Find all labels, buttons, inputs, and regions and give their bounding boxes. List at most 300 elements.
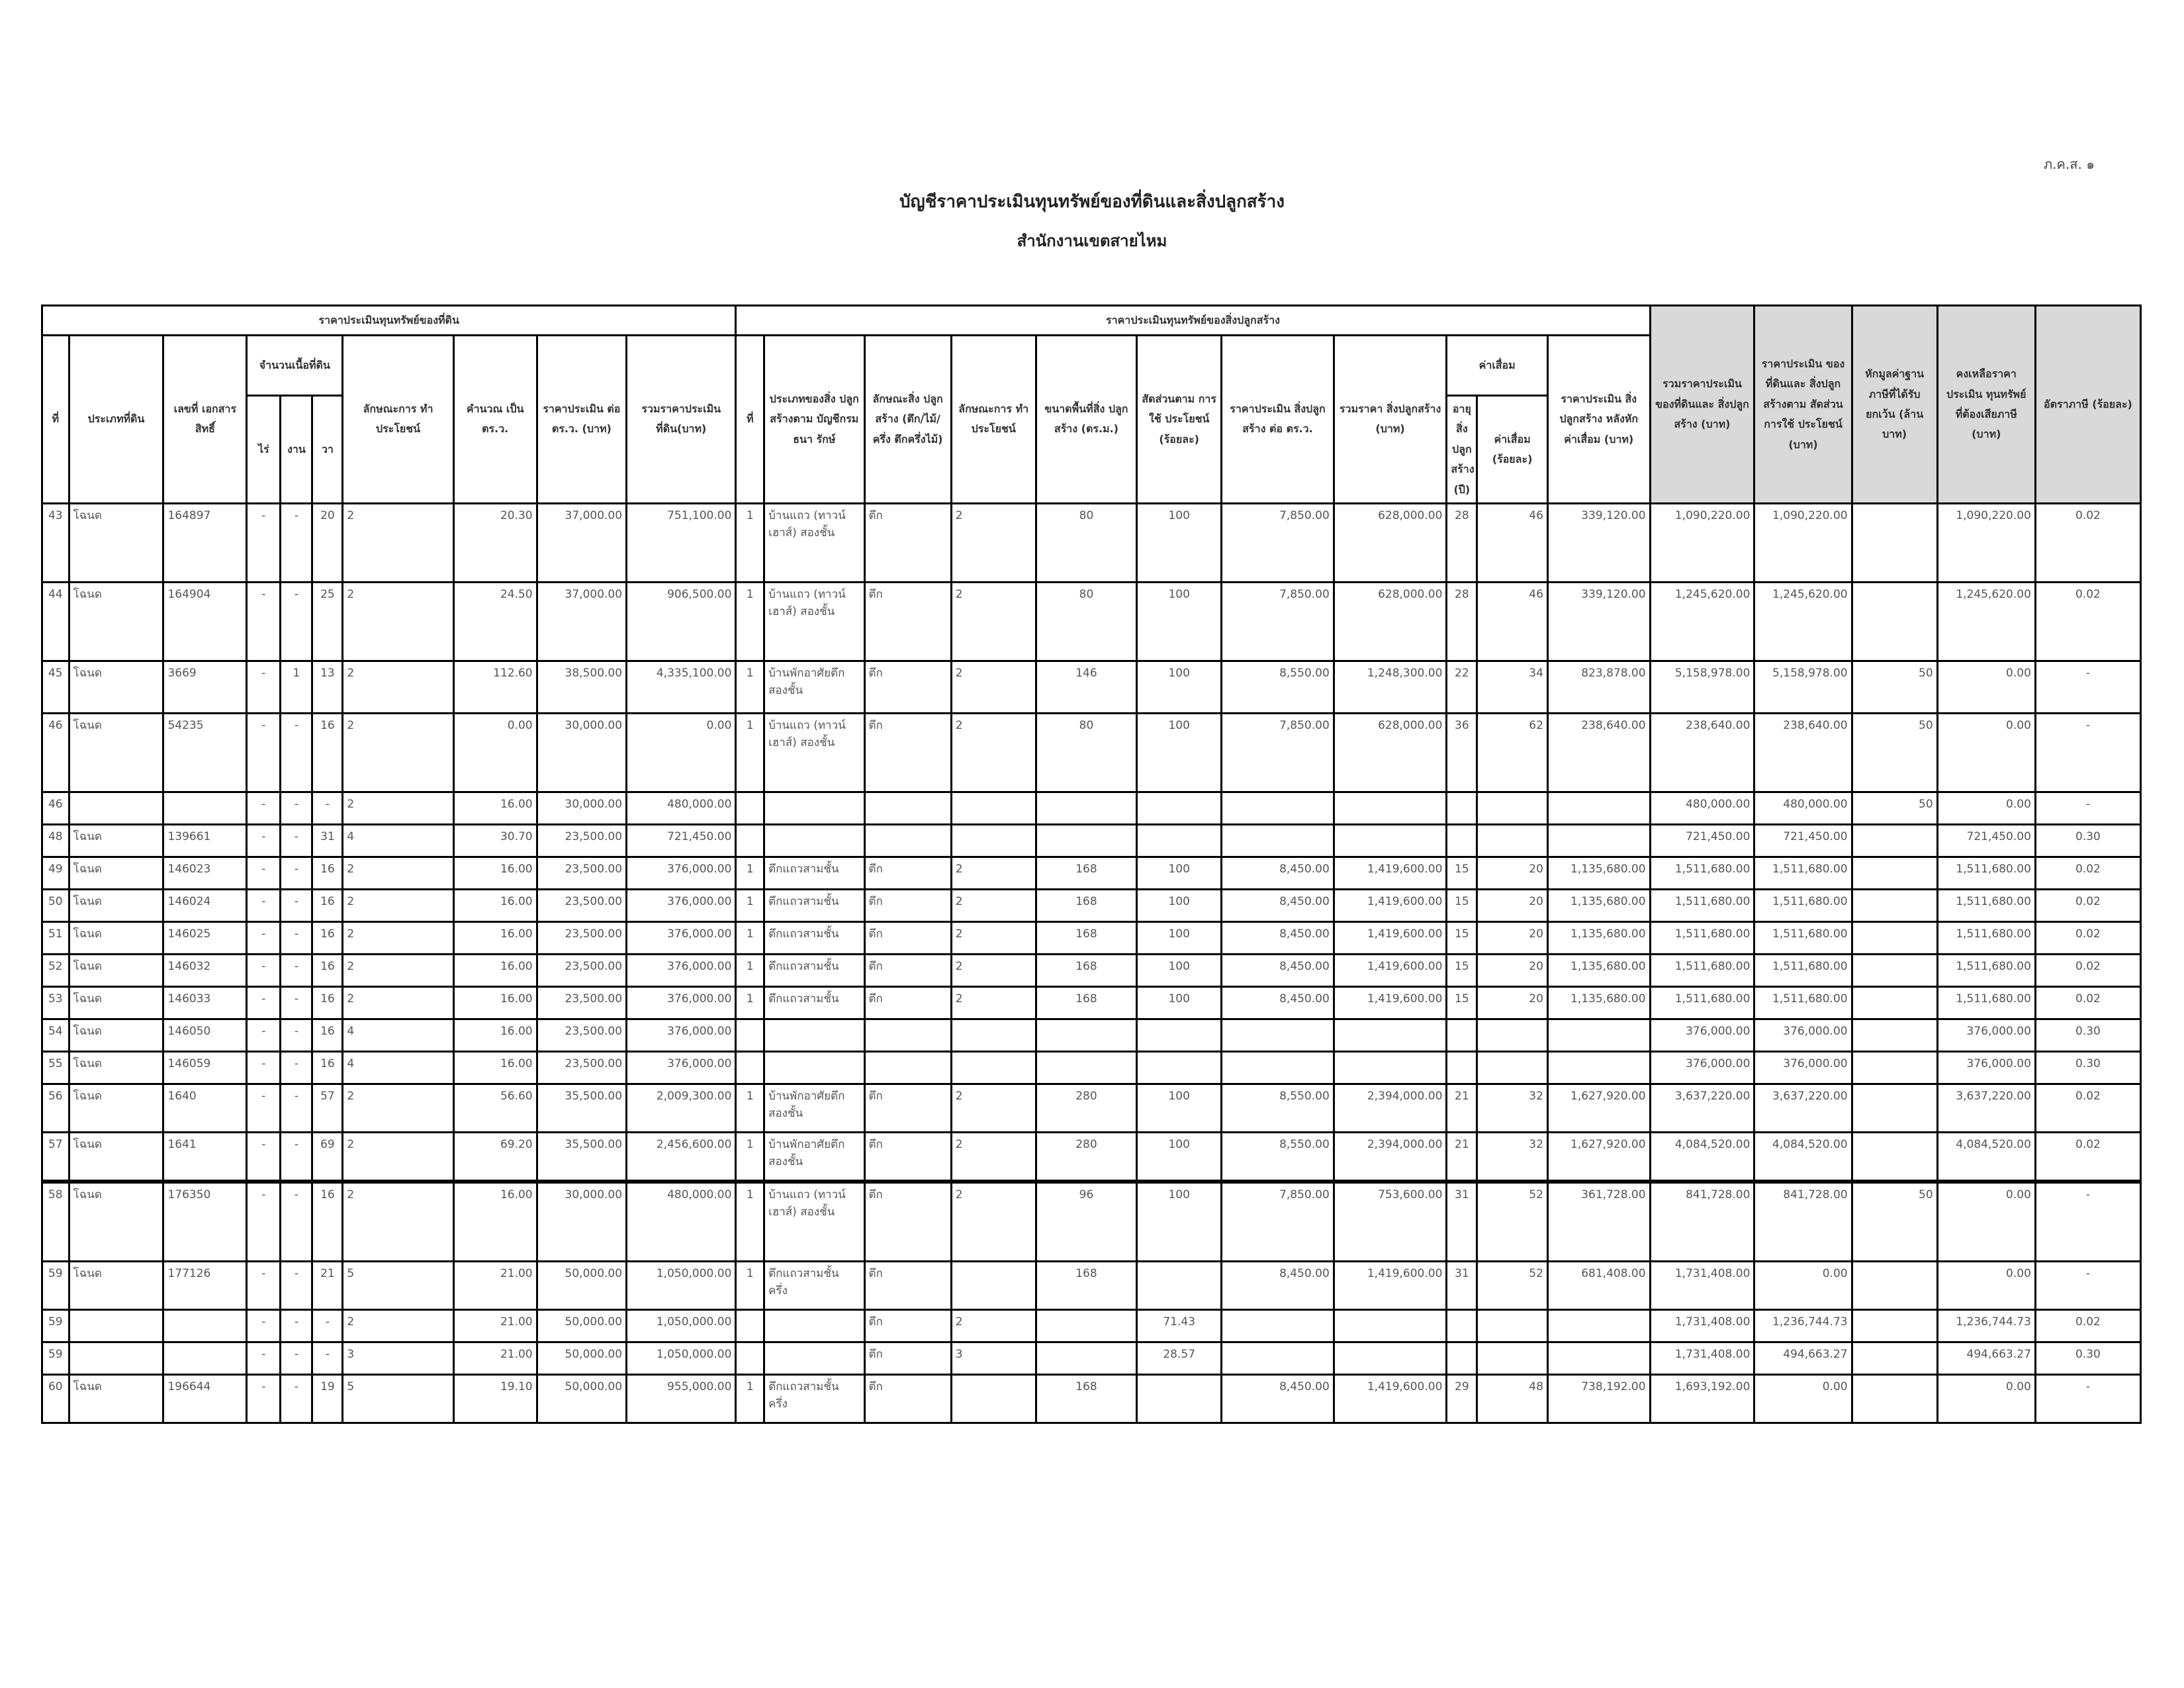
cell-b-kind: ตึก [864, 713, 951, 792]
cell-land-type [69, 1309, 163, 1342]
cell-ngan: - [281, 857, 312, 889]
cell-no: 46 [42, 713, 69, 792]
cell-land-total: 4,335,100.00 [627, 661, 736, 713]
cell-rai: - [247, 1019, 281, 1051]
cell-b-no [736, 1051, 764, 1084]
table-row [42, 889, 2141, 921]
cell-rate: 0.02 [2035, 889, 2140, 921]
cell-price-per-sq-wa: 23,500.00 [537, 857, 626, 889]
cell-b-area [1036, 792, 1137, 824]
cell-b-use: 2 [951, 713, 1036, 792]
cell-b-total [1334, 1309, 1447, 1342]
cell-sum-total: 1,090,220.00 [1650, 503, 1754, 582]
cell-b-price-per: 8,450.00 [1222, 1374, 1334, 1423]
cell-land-type: โฉนด [69, 986, 163, 1019]
cell-sum-total: 1,511,680.00 [1650, 857, 1754, 889]
cell-rate: - [2035, 1182, 2140, 1262]
cell-rate: 0.02 [2035, 582, 2140, 661]
cell-b-ratio [1137, 1261, 1222, 1309]
table-row [42, 1019, 2141, 1051]
cell-land-use: 2 [343, 1309, 453, 1342]
cell-b-price-per [1222, 1342, 1334, 1374]
cell-b-area: 280 [1036, 1084, 1137, 1132]
cell-price-per-sq-wa: 23,500.00 [537, 921, 626, 954]
cell-rate: - [2035, 792, 2140, 824]
cell-b-use: 2 [951, 1309, 1036, 1342]
cell-price-per-sq-wa: 50,000.00 [537, 1309, 626, 1342]
col-rate: อัตราภาษี (ร้อยละ) [2035, 306, 2140, 504]
cell-b-after-dep [1547, 1342, 1650, 1374]
cell-b-age: 15 [1447, 954, 1477, 986]
building-group-header: ราคาประเมินทุนทรัพย์ของสิ่งปลูกสร้าง [736, 306, 1650, 336]
cell-b-area [1036, 1051, 1137, 1084]
col-wa: วา [312, 396, 343, 504]
cell-rai: - [247, 1182, 281, 1262]
cell-sum-total: 1,511,680.00 [1650, 986, 1754, 1019]
cell-no: 55 [42, 1051, 69, 1084]
cell-b-type [764, 1051, 864, 1084]
cell-b-dep-pct: 48 [1477, 1374, 1548, 1423]
cell-b-dep-pct [1477, 1019, 1548, 1051]
cell-b-dep-pct [1477, 792, 1548, 824]
cell-sum-by-ratio: 841,728.00 [1754, 1182, 1852, 1262]
cell-deed-no: 196644 [163, 1374, 247, 1423]
col-rai: ไร่ [247, 396, 281, 504]
cell-b-area: 80 [1036, 503, 1137, 582]
cell-ngan: - [281, 954, 312, 986]
cell-no: 48 [42, 824, 69, 857]
cell-wa: 16 [312, 1051, 343, 1084]
cell-b-total [1334, 1342, 1447, 1374]
cell-b-ratio [1137, 824, 1222, 857]
cell-land-use: 2 [343, 661, 453, 713]
cell-price-per-sq-wa: 23,500.00 [537, 986, 626, 1019]
cell-ngan: - [281, 1051, 312, 1084]
col-building-price-per: ราคาประเมิน สิ่งปลูกสร้าง ต่อ ตร.ว. [1222, 336, 1334, 504]
cell-b-no: 1 [736, 1261, 764, 1309]
cell-rate: 0.02 [2035, 954, 2140, 986]
cell-ngan: - [281, 824, 312, 857]
cell-b-kind [864, 824, 951, 857]
col-land-use: ลักษณะการ ทำประโยชน์ [343, 336, 453, 504]
cell-b-age: 28 [1447, 582, 1477, 661]
col-depreciation-pct: ค่าเสื่อม (ร้อยละ) [1477, 396, 1548, 504]
cell-no: 57 [42, 1132, 69, 1182]
cell-land-total: 480,000.00 [627, 1182, 736, 1262]
cell-b-use [951, 824, 1036, 857]
cell-land-type: โฉนด [69, 889, 163, 921]
cell-deed-no: 146059 [163, 1051, 247, 1084]
cell-sum-total: 1,731,408.00 [1650, 1342, 1754, 1374]
cell-taxable: 376,000.00 [1937, 1051, 2035, 1084]
cell-deed-no: 146025 [163, 921, 247, 954]
cell-rate: - [2035, 1374, 2140, 1423]
cell-rai: - [247, 1309, 281, 1342]
cell-b-ratio [1137, 1019, 1222, 1051]
cell-b-after-dep [1547, 1309, 1650, 1342]
cell-b-after-dep: 1,135,680.00 [1547, 889, 1650, 921]
cell-b-type [764, 792, 864, 824]
cell-rai: - [247, 889, 281, 921]
col-building-kind: ลักษณะสิ่ง ปลูกสร้าง (ตึก/ไม้/ครึ่ง ตึกครึ่งไม้) [864, 336, 951, 504]
cell-b-dep-pct [1477, 824, 1548, 857]
cell-exemption [1852, 986, 1937, 1019]
cell-b-ratio: 28.57 [1137, 1342, 1222, 1374]
cell-sum-total: 1,731,408.00 [1650, 1261, 1754, 1309]
cell-b-use: 2 [951, 503, 1036, 582]
cell-deed-no: 176350 [163, 1182, 247, 1262]
cell-ngan: - [281, 792, 312, 824]
cell-sum-by-ratio: 1,245,620.00 [1754, 582, 1852, 661]
cell-b-kind [864, 792, 951, 824]
col-building-total: รวมราคา สิ่งปลูกสร้าง (บาท) [1334, 336, 1447, 504]
cell-b-area [1036, 824, 1137, 857]
cell-land-type: โฉนด [69, 1132, 163, 1182]
cell-b-price-per: 8,550.00 [1222, 1132, 1334, 1182]
cell-b-use [951, 1374, 1036, 1423]
form-code: ภ.ค.ส. ๑ [2044, 156, 2095, 172]
cell-sq-wa: 16.00 [453, 889, 537, 921]
area-group-header: จำนวนเนื้อที่ดิน [247, 336, 343, 396]
cell-b-price-per: 8,550.00 [1222, 1084, 1334, 1132]
cell-b-age: 15 [1447, 986, 1477, 1019]
cell-land-type: โฉนด [69, 921, 163, 954]
cell-deed-no: 54235 [163, 713, 247, 792]
cell-no: 44 [42, 582, 69, 661]
cell-no: 59 [42, 1261, 69, 1309]
cell-b-use: 2 [951, 582, 1036, 661]
table-row [42, 1309, 2141, 1342]
cell-exemption [1852, 1261, 1937, 1309]
cell-b-area: 168 [1036, 889, 1137, 921]
table-row [42, 1051, 2141, 1084]
cell-ngan: - [281, 1084, 312, 1132]
cell-b-area: 168 [1036, 921, 1137, 954]
cell-land-total: 1,050,000.00 [627, 1342, 736, 1374]
cell-rate: 0.02 [2035, 857, 2140, 889]
cell-b-no: 1 [736, 503, 764, 582]
cell-exemption [1852, 857, 1937, 889]
cell-exemption [1852, 1132, 1937, 1182]
cell-b-kind: ตึก [864, 1309, 951, 1342]
cell-b-area [1036, 1309, 1137, 1342]
cell-b-total: 628,000.00 [1334, 582, 1447, 661]
cell-price-per-sq-wa: 30,000.00 [537, 713, 626, 792]
cell-price-per-sq-wa: 30,000.00 [537, 1182, 626, 1262]
cell-sum-by-ratio: 0.00 [1754, 1374, 1852, 1423]
cell-sum-by-ratio: 1,511,680.00 [1754, 986, 1852, 1019]
cell-b-price-per: 8,450.00 [1222, 1261, 1334, 1309]
cell-b-area: 96 [1036, 1182, 1137, 1262]
cell-sq-wa: 16.00 [453, 1182, 537, 1262]
cell-b-type: ตึกแถวสามชั้น [764, 954, 864, 986]
cell-taxable: 3,637,220.00 [1937, 1084, 2035, 1132]
cell-land-total: 480,000.00 [627, 792, 736, 824]
col-ngan: งาน [281, 396, 312, 504]
cell-b-dep-pct: 32 [1477, 1132, 1548, 1182]
cell-taxable: 1,090,220.00 [1937, 503, 2035, 582]
cell-sq-wa: 24.50 [453, 582, 537, 661]
cell-taxable: 4,084,520.00 [1937, 1132, 2035, 1182]
col-no: ที่ [42, 336, 69, 504]
cell-b-ratio: 100 [1137, 1132, 1222, 1182]
cell-land-use: 4 [343, 1019, 453, 1051]
cell-no: 59 [42, 1342, 69, 1374]
cell-b-kind: ตึก [864, 661, 951, 713]
cell-ngan: - [281, 889, 312, 921]
cell-b-type: บ้านแถว (ทาวน์เฮาส์) สองชั้น [764, 582, 864, 661]
cell-b-type [764, 1342, 864, 1374]
cell-b-use: 2 [951, 1084, 1036, 1132]
cell-b-use [951, 1051, 1036, 1084]
cell-wa: 13 [312, 661, 343, 713]
cell-no: 46 [42, 792, 69, 824]
cell-b-age [1447, 1051, 1477, 1084]
cell-sum-total: 1,693,192.00 [1650, 1374, 1754, 1423]
cell-b-use: 2 [951, 1182, 1036, 1262]
cell-exemption: 50 [1852, 792, 1937, 824]
cell-taxable: 0.00 [1937, 661, 2035, 713]
cell-b-age [1447, 824, 1477, 857]
cell-land-total: 376,000.00 [627, 1019, 736, 1051]
cell-ngan: - [281, 582, 312, 661]
cell-b-no [736, 1019, 764, 1051]
cell-b-kind: ตึก [864, 582, 951, 661]
col-building-no: ที่ [736, 336, 764, 504]
cell-b-age: 31 [1447, 1182, 1477, 1262]
cell-sq-wa: 16.00 [453, 1051, 537, 1084]
cell-land-use: 2 [343, 792, 453, 824]
cell-land-total: 0.00 [627, 713, 736, 792]
cell-deed-no: 1641 [163, 1132, 247, 1182]
table-row [42, 921, 2141, 954]
cell-b-after-dep: 1,627,920.00 [1547, 1084, 1650, 1132]
cell-rai: - [247, 1342, 281, 1374]
cell-sum-by-ratio: 1,236,744.73 [1754, 1309, 1852, 1342]
cell-b-type: ตึกแถวสามชั้น ครึ่ง [764, 1374, 864, 1423]
cell-price-per-sq-wa: 38,500.00 [537, 661, 626, 713]
cell-land-use: 2 [343, 1084, 453, 1132]
cell-land-use: 2 [343, 503, 453, 582]
cell-b-type: ตึกแถวสามชั้น ครึ่ง [764, 1261, 864, 1309]
table-row [42, 1374, 2141, 1423]
cell-rate: - [2035, 661, 2140, 713]
cell-land-type: โฉนด [69, 1084, 163, 1132]
cell-rate: 0.30 [2035, 1019, 2140, 1051]
cell-ngan: - [281, 1309, 312, 1342]
cell-deed-no: 1640 [163, 1084, 247, 1132]
table-row [42, 1261, 2141, 1309]
cell-land-total: 2,009,300.00 [627, 1084, 736, 1132]
cell-exemption [1852, 889, 1937, 921]
cell-b-dep-pct: 52 [1477, 1261, 1548, 1309]
cell-sum-total: 4,084,520.00 [1650, 1132, 1754, 1182]
cell-rai: - [247, 921, 281, 954]
cell-sum-by-ratio: 238,640.00 [1754, 713, 1852, 792]
cell-b-after-dep: 823,878.00 [1547, 661, 1650, 713]
header-group-row [42, 306, 2141, 336]
cell-b-no [736, 792, 764, 824]
col-building-type: ประเภทของสิ่ง ปลูกสร้างตาม บัญชีกรมธนา รักษ์ [764, 336, 864, 504]
cell-wa: 21 [312, 1261, 343, 1309]
cell-wa: 19 [312, 1374, 343, 1423]
assessment-table [41, 305, 2142, 1424]
cell-b-no: 1 [736, 1182, 764, 1262]
cell-b-ratio: 100 [1137, 857, 1222, 889]
cell-no: 59 [42, 1309, 69, 1342]
cell-wa: 20 [312, 503, 343, 582]
cell-price-per-sq-wa: 37,000.00 [537, 503, 626, 582]
cell-taxable: 721,450.00 [1937, 824, 2035, 857]
cell-no: 49 [42, 857, 69, 889]
cell-b-price-per: 7,850.00 [1222, 503, 1334, 582]
cell-b-after-dep [1547, 824, 1650, 857]
cell-b-no: 1 [736, 713, 764, 792]
cell-deed-no: 146024 [163, 889, 247, 921]
cell-no: 43 [42, 503, 69, 582]
cell-b-type: บ้านพักอาศัยตึก สองชั้น [764, 661, 864, 713]
cell-b-price-per: 8,450.00 [1222, 857, 1334, 889]
cell-sum-total: 376,000.00 [1650, 1019, 1754, 1051]
col-deed-no: เลขที่ เอกสารสิทธิ์ [163, 336, 247, 504]
cell-wa: 16 [312, 857, 343, 889]
cell-sum-total: 1,511,680.00 [1650, 889, 1754, 921]
cell-b-use: 2 [951, 661, 1036, 713]
cell-b-after-dep: 339,120.00 [1547, 503, 1650, 582]
cell-b-type: ตึกแถวสามชั้น [764, 921, 864, 954]
cell-sum-total: 1,511,680.00 [1650, 954, 1754, 986]
cell-land-type: โฉนด [69, 1019, 163, 1051]
cell-land-type: โฉนด [69, 503, 163, 582]
cell-land-total: 1,050,000.00 [627, 1261, 736, 1309]
cell-b-total: 628,000.00 [1334, 713, 1447, 792]
cell-ngan: - [281, 503, 312, 582]
cell-b-kind: ตึก [864, 954, 951, 986]
table-row [42, 986, 2141, 1019]
cell-b-total: 1,419,600.00 [1334, 889, 1447, 921]
cell-b-dep-pct: 46 [1477, 582, 1548, 661]
cell-b-total: 1,419,600.00 [1334, 986, 1447, 1019]
cell-land-use: 2 [343, 921, 453, 954]
cell-sum-total: 5,158,978.00 [1650, 661, 1754, 713]
cell-deed-no: 146032 [163, 954, 247, 986]
cell-sum-by-ratio: 5,158,978.00 [1754, 661, 1852, 713]
cell-rai: - [247, 857, 281, 889]
cell-b-dep-pct: 32 [1477, 1084, 1548, 1132]
cell-b-age [1447, 792, 1477, 824]
table-row [42, 792, 2141, 824]
cell-sum-total: 721,450.00 [1650, 824, 1754, 857]
cell-b-type: บ้านพักอาศัยตึก สองชั้น [764, 1132, 864, 1182]
cell-b-kind [864, 1051, 951, 1084]
cell-sum-total: 3,637,220.00 [1650, 1084, 1754, 1132]
cell-rai: - [247, 1132, 281, 1182]
cell-no: 60 [42, 1374, 69, 1423]
cell-taxable: 1,511,680.00 [1937, 857, 2035, 889]
cell-b-kind: ตึก [864, 1182, 951, 1262]
cell-sq-wa: 20.30 [453, 503, 537, 582]
cell-sum-by-ratio: 1,511,680.00 [1754, 857, 1852, 889]
cell-sq-wa: 21.00 [453, 1342, 537, 1374]
cell-sq-wa: 21.00 [453, 1261, 537, 1309]
cell-b-dep-pct: 20 [1477, 986, 1548, 1019]
cell-b-total: 1,419,600.00 [1334, 954, 1447, 986]
cell-b-no: 1 [736, 582, 764, 661]
cell-b-dep-pct [1477, 1309, 1548, 1342]
cell-b-kind [864, 1019, 951, 1051]
cell-land-type: โฉนด [69, 824, 163, 857]
cell-ngan: - [281, 1132, 312, 1182]
cell-sum-by-ratio: 1,090,220.00 [1754, 503, 1852, 582]
cell-b-dep-pct: 34 [1477, 661, 1548, 713]
cell-exemption [1852, 1309, 1937, 1342]
cell-land-total: 906,500.00 [627, 582, 736, 661]
cell-b-no: 1 [736, 921, 764, 954]
cell-b-after-dep [1547, 1051, 1650, 1084]
cell-b-total [1334, 1019, 1447, 1051]
table-row [42, 1342, 2141, 1374]
cell-rate: - [2035, 713, 2140, 792]
col-sq-wa: คำนวณ เป็น ตร.ว. [453, 336, 537, 504]
cell-b-dep-pct: 20 [1477, 954, 1548, 986]
cell-exemption [1852, 824, 1937, 857]
cell-sum-total: 480,000.00 [1650, 792, 1754, 824]
cell-b-total [1334, 792, 1447, 824]
cell-b-area [1036, 1019, 1137, 1051]
cell-price-per-sq-wa: 23,500.00 [537, 824, 626, 857]
cell-taxable: 1,511,680.00 [1937, 921, 2035, 954]
cell-taxable: 0.00 [1937, 792, 2035, 824]
cell-exemption: 50 [1852, 1182, 1937, 1262]
cell-deed-no [163, 1309, 247, 1342]
cell-no: 51 [42, 921, 69, 954]
cell-b-price-per [1222, 1309, 1334, 1342]
cell-exemption [1852, 1374, 1937, 1423]
cell-no: 54 [42, 1019, 69, 1051]
cell-wa: 25 [312, 582, 343, 661]
cell-wa: 16 [312, 1182, 343, 1262]
cell-rate: - [2035, 1261, 2140, 1309]
cell-b-price-per [1222, 792, 1334, 824]
cell-land-type [69, 792, 163, 824]
cell-b-age: 21 [1447, 1084, 1477, 1132]
cell-taxable: 1,245,620.00 [1937, 582, 2035, 661]
cell-b-total: 753,600.00 [1334, 1182, 1447, 1262]
cell-taxable: 1,236,744.73 [1937, 1309, 2035, 1342]
cell-rate: 0.02 [2035, 921, 2140, 954]
cell-sum-by-ratio: 0.00 [1754, 1261, 1852, 1309]
cell-b-type: บ้านแถว (ทาวน์เฮาส์) สองชั้น [764, 503, 864, 582]
cell-b-total [1334, 824, 1447, 857]
cell-rai: - [247, 792, 281, 824]
cell-b-dep-pct: 46 [1477, 503, 1548, 582]
cell-b-type [764, 1019, 864, 1051]
cell-b-use: 2 [951, 889, 1036, 921]
cell-b-age: 29 [1447, 1374, 1477, 1423]
cell-b-total: 2,394,000.00 [1334, 1084, 1447, 1132]
col-building-age: อายุสิ่ง ปลูก สร้าง (ปี) [1447, 396, 1477, 504]
cell-b-age: 15 [1447, 889, 1477, 921]
cell-b-use: 2 [951, 1132, 1036, 1182]
cell-land-type: โฉนด [69, 1182, 163, 1262]
cell-b-after-dep: 1,627,920.00 [1547, 1132, 1650, 1182]
cell-deed-no: 146050 [163, 1019, 247, 1051]
table-row [42, 857, 2141, 889]
cell-rai: - [247, 1261, 281, 1309]
cell-land-use: 2 [343, 889, 453, 921]
cell-b-area: 168 [1036, 1374, 1137, 1423]
cell-b-price-per [1222, 824, 1334, 857]
